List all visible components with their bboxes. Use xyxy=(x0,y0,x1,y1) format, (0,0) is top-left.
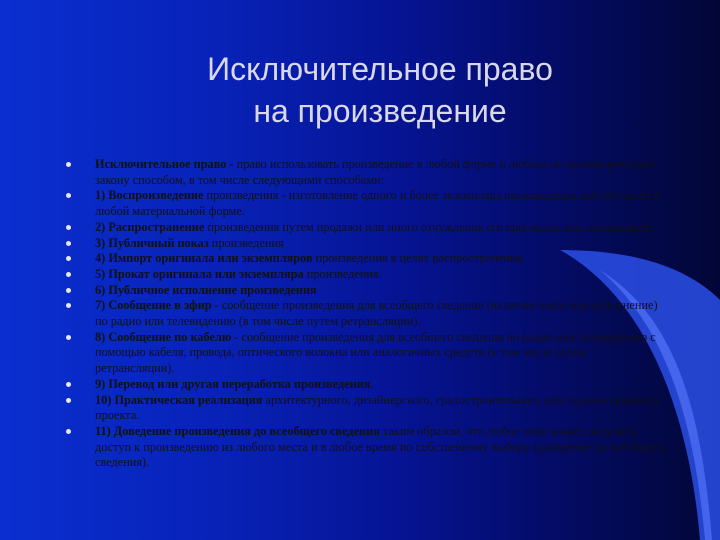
bullet-icon xyxy=(66,193,71,198)
item-term: 8) Сообщение по кабелю xyxy=(95,329,232,344)
item-text: - сообщение произведения для всеобщего сведения (включая показ или исполнение) по радио или телевидению (в том числе путем ретрансляции). xyxy=(95,298,658,329)
list-item xyxy=(66,330,666,377)
bullet-icon xyxy=(66,382,71,387)
list-item xyxy=(66,393,666,424)
list-item xyxy=(66,236,666,252)
item-text: - сообщение произведения для всеобщего сведения по радио или телевидению с помощью кабеля, провода, оптического волокна или аналогичных средств (в том числе путем ретрансляции). xyxy=(95,329,656,376)
item-text: - право использовать произведение в любой форме и любым не противоречащим закону способом, в том числе следующими способами: xyxy=(95,157,655,187)
item-text: произведения в целях распространения. xyxy=(312,251,526,266)
list-item xyxy=(66,377,666,393)
item-text: . xyxy=(370,376,374,391)
item-text: таким образом, что любое лицо может получить доступ к произведению из любого места и в любое время по собственному выбору (доведение до всеобщего сведения). xyxy=(95,423,665,470)
rights-list xyxy=(66,157,666,471)
bullet-icon xyxy=(66,241,71,246)
item-term: 5) Прокат оригинала или экземпляра xyxy=(95,266,304,281)
item-term: 3) Публичный показ xyxy=(95,235,209,250)
item-term: 7) Сообщение в эфир xyxy=(95,298,212,313)
bullet-icon xyxy=(66,398,71,403)
list-item xyxy=(66,424,666,471)
bullet-icon xyxy=(66,288,71,293)
bullet-icon xyxy=(66,335,71,340)
list-item xyxy=(66,283,666,299)
list-item xyxy=(66,220,666,236)
list-item xyxy=(66,157,666,188)
bullet-icon xyxy=(66,303,71,308)
item-text: произведения xyxy=(208,235,284,250)
title-line-2: на произведение xyxy=(253,93,507,129)
list-item xyxy=(66,267,666,283)
item-term: 6) Публичное исполнение произведения xyxy=(95,282,317,297)
bullet-icon xyxy=(66,256,71,261)
item-term: 9) Перевод или другая переработка произведения xyxy=(95,376,371,391)
item-text: произведения путем продажи или иного отчуждения его оригинала или экземпляров. xyxy=(204,219,655,234)
item-term: 10) Практическая реализация xyxy=(95,392,263,407)
title-line-1: Исключительное право xyxy=(207,51,553,87)
item-text: произведения. xyxy=(303,266,382,281)
bullet-icon xyxy=(66,162,71,167)
item-term: 11) Доведение произведения до всеобщего сведения xyxy=(95,423,380,438)
bullet-icon xyxy=(66,225,71,230)
item-term: 2) Распространение xyxy=(95,219,205,234)
item-text: произведения - изготовление одного и более экземпляра произведения или его части в любой материальной форме. xyxy=(95,188,659,219)
list-item xyxy=(66,188,666,219)
item-term: Исключительное право xyxy=(95,157,227,171)
list-item xyxy=(66,251,666,267)
bullet-icon xyxy=(66,272,71,277)
item-text: архитектурного, дизайнерского, градостроительного или садово-паркового проекта. xyxy=(95,392,659,423)
bullet-icon xyxy=(66,429,71,434)
item-term: 1) Воспроизведение xyxy=(95,188,204,203)
slide-title xyxy=(120,48,640,132)
item-term: 4) Импорт оригинала или экземпляров xyxy=(95,251,313,266)
list-item xyxy=(66,298,666,329)
